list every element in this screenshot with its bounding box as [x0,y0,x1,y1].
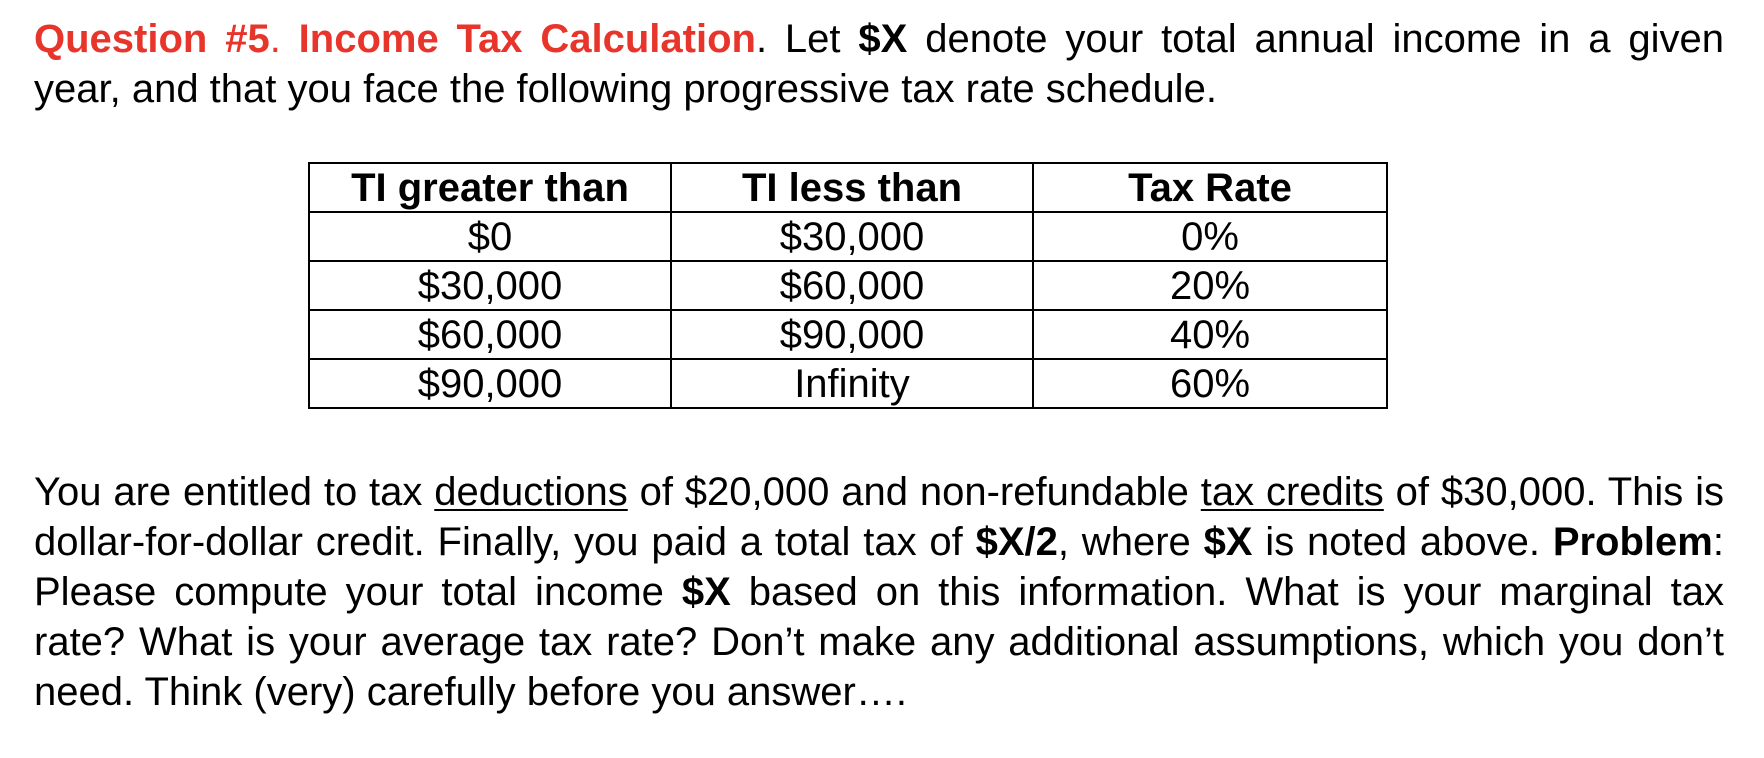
question-number-separator: . [269,17,281,61]
header-ti-less-than: TI less than [671,163,1033,212]
intro-text-1: . Let [755,17,859,61]
problem-statement [34,467,1724,717]
cell-tax-rate: 0% [1033,212,1387,261]
cell-lower-bound: $30,000 [309,261,671,310]
body-text-3: of $30,000. This is dollar-for-dollar credit. Finally, you paid a total tax of [34,470,1724,564]
cell-tax-rate: 60% [1033,359,1387,408]
question-number: Question #5 [34,17,270,61]
question-title [34,17,756,61]
header-tax-rate: Tax Rate [1033,163,1387,212]
body-text-4: , where [1057,520,1204,564]
cell-lower-bound: $0 [309,212,671,261]
intro-text-2: denote your total annual income in a given year, and that you face the following progressive tax rate schedule. [34,17,1725,111]
table-row [309,359,1387,408]
table-row [309,310,1387,359]
header-ti-greater-than: TI greater than [309,163,671,212]
body-text-2: of $20,000 and non-refundable [627,470,1201,514]
body-text-5: is noted above. [1252,520,1553,564]
cell-upper-bound: Infinity [671,359,1033,408]
variable-x: $X [858,17,908,61]
cell-tax-rate: 20% [1033,261,1387,310]
cell-lower-bound: $60,000 [309,310,671,359]
cell-upper-bound: $30,000 [671,212,1033,261]
body-text-7: based on this information. What is your marginal tax rate? What is your average tax rate? Don’t make any additional assumptions, which you don’t need. Think (very) carefully before you answer…. [34,570,1724,714]
term-deductions: deductions [434,470,628,514]
cell-lower-bound: $90,000 [309,359,671,408]
table-header-row [309,163,1387,212]
term-tax-credits: tax credits [1200,470,1384,514]
table-row [309,261,1387,310]
variable-x: $X [1203,520,1253,564]
question-topic: Income Tax Calculation [280,17,756,61]
body-text-6: : Please compute your total income [34,520,1724,614]
cell-upper-bound: $60,000 [671,261,1033,310]
problem-label: Problem [1552,520,1713,564]
cell-tax-rate: 40% [1033,310,1387,359]
variable-x: $X [681,570,731,614]
table-row [309,212,1387,261]
body-text-1: You are entitled to tax [34,470,435,514]
cell-upper-bound: $90,000 [671,310,1033,359]
variable-x-half: $X/2 [975,520,1058,564]
tax-rate-schedule-table [308,162,1388,409]
question-intro [34,14,1724,114]
